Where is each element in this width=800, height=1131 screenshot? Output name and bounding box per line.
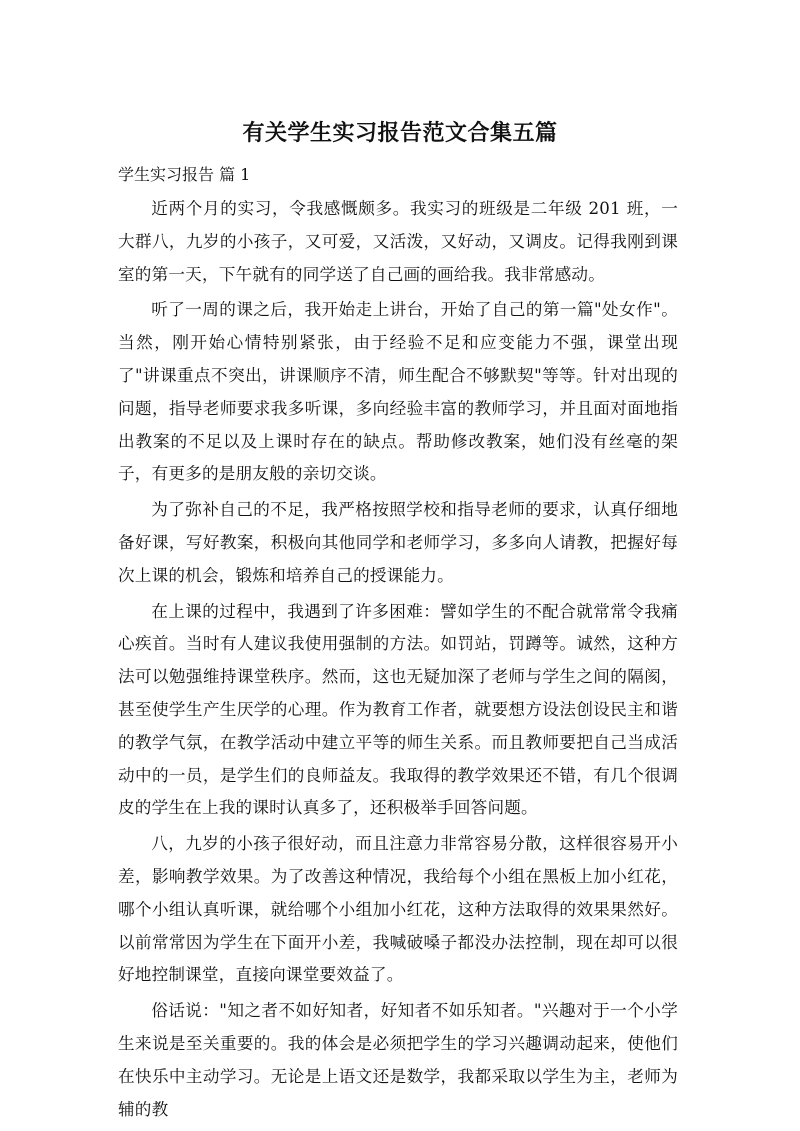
paragraph-5: 八，九岁的小孩子很好动，而且注意力非常容易分散，这样很容易开小差，影响教学效果。为了改善这种情况，我给每个小组在黑板上加小红花，哪个小组认真听课，就给哪个小组加小红花，这种方法取得的效果果然好。以前常常因为学生在下面开小差，我喊破嗓子都没办法控制，现在却可以很好地控制课堂，直接向课堂要效益了。: [118, 834, 678, 985]
paragraph-3: 为了弥补自己的不足，我严格按照学校和指导老师的要求，认真仔细地备好课，写好教案，积极向其他同学和老师学习，多多向人请教，把握好每次上课的机会，锻炼和培养自己的授课能力。: [118, 500, 678, 585]
document-body: [118, 160, 678, 1129]
paragraph-1: 近两个月的实习，令我感慨颇多。我实习的班级是二年级 201 班，一大群八，九岁的小孩子，又可爱，又活泼，又好动，又调皮。记得我刚到课室的第一天，下午就有的同学送了自己画的画给我。我非常感动。: [118, 199, 678, 284]
section-heading: 学生实习报告 篇 1: [118, 165, 251, 184]
document-title: 有关学生实习报告范文合集五篇: [242, 121, 558, 146]
paragraph-6: 俗话说："知之者不如好知者，好知者不如乐知者。"兴趣对于一个小学生来说是至关重要的。我的体会是必须把学生的学习兴趣调动起来，使他们在快乐中主动学习。无论是上语文还是数学，我都采取以学生为主，老师为辅的教: [118, 1001, 678, 1119]
paragraph-4: 在上课的过程中，我遇到了许多困难：譬如学生的不配合就常常令我痛心疾首。当时有人建议我使用强制的方法。如罚站，罚蹲等。诚然，这种方法可以勉强维持课堂秩序。然而，这也无疑加深了老师与学生之间的隔阂，甚至使学生产生厌学的心理。作为教育工作者，就要想方设法创设民主和谐的教学气氛，在教学活动中建立平等的师生关系。而且教师要把自己当成活动中的一员，是学生们的良师益友。我取得的教学效果还不错，有几个很调皮的学生在上我的课时认真多了，还积极举手回答问题。: [118, 601, 678, 818]
paragraph-2: 听了一周的课之后，我开始走上讲台，开始了自己的第一篇"处女作"。当然，刚开始心情特别紧张，由于经验不足和应变能力不强，课堂出现了"讲课重点不突出，讲课顺序不清，师生配合不够默契"等等。针对出现的问题，指导老师要求我多听课，多向经验丰富的教师学习，并且面对面地指出教案的不足以及上课时存在的缺点。帮助修改教案，她们没有丝毫的架子，有更多的是朋友般的亲切交谈。: [118, 300, 678, 484]
